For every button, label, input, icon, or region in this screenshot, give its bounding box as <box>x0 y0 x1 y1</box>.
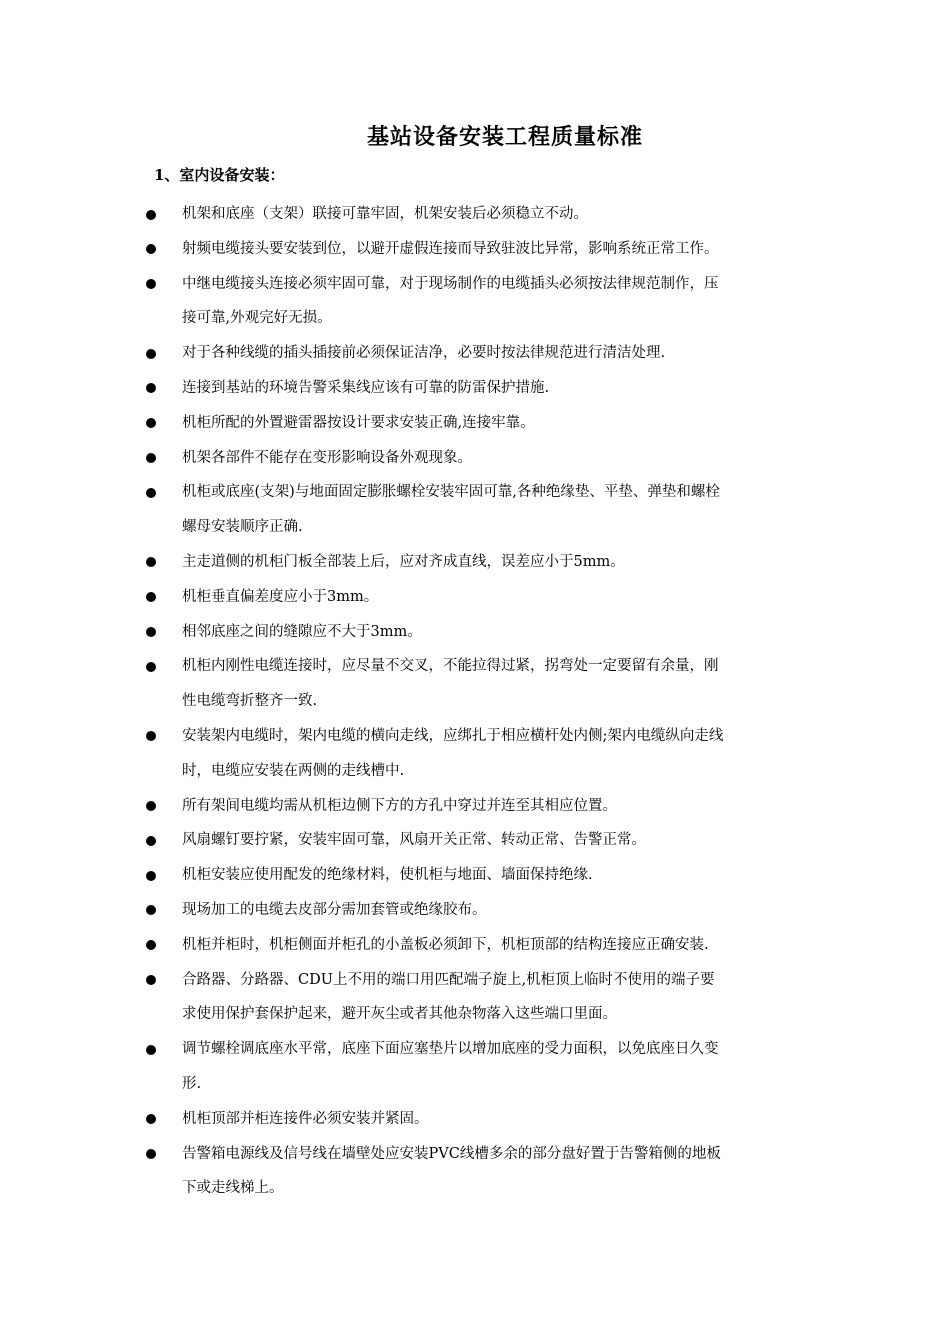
bullet-icon <box>146 244 156 254</box>
list-item-text: 性电缆弯折整齐一致. <box>182 693 318 710</box>
list-item-text: 机柜或底座(支架)与地面固定膨胀螺栓安装牢固可靠,各种绝缘垫、平垫、弹垫和螺栓 <box>182 484 720 501</box>
list-item-text: 对于各种线缆的插头插接前必须保证洁净，必要时按法律规范进行清洁处理. <box>182 345 666 362</box>
list-item <box>146 1137 810 1207</box>
list-item-text: 合路器、分路器、CDU上不用的端口用匹配端子旋上,机柜顶上临时不使用的端子要 <box>182 971 715 988</box>
list-item-text: 机架各部件不能存在变形影响设备外观现象。 <box>182 449 472 466</box>
list-item <box>146 1102 810 1137</box>
bullet-icon <box>146 349 156 359</box>
list-item-text: 机柜并柜时，机柜侧面并柜孔的小盖板必须卸下，机柜顶部的结构连接应正确安装. <box>182 936 709 953</box>
list-item <box>146 232 810 267</box>
bullet-icon <box>146 662 156 672</box>
requirements-list <box>146 197 810 1206</box>
list-item-text: 螺母安装顺序正确. <box>182 519 303 536</box>
bullet-icon <box>146 871 156 881</box>
list-item-text: 形. <box>182 1075 202 1092</box>
bullet-icon <box>146 627 156 637</box>
bullet-icon <box>146 453 156 463</box>
bullet-icon <box>146 279 156 289</box>
list-item <box>146 1032 810 1102</box>
list-item-text: 风扇螺钉要拧紧，安装牢固可靠，风扇开关正常、转动正常、告警正常。 <box>182 832 646 849</box>
list-item-text: 机柜内刚性电缆连接时，应尽量不交叉，不能拉得过紧，拐弯处一定要留有余量，刚 <box>182 658 719 675</box>
list-item <box>146 580 810 615</box>
list-item <box>146 615 810 650</box>
list-item <box>146 719 810 789</box>
list-item-text: 求使用保护套保护起来，避开灰尘或者其他杂物落入这些端口里面。 <box>182 1006 617 1023</box>
bullet-icon <box>146 801 156 811</box>
list-item <box>146 789 810 824</box>
list-item-text: 机柜垂直偏差度应小于3mm。 <box>182 588 379 605</box>
list-item <box>146 545 810 580</box>
bullet-icon <box>146 418 156 428</box>
list-item-text: 接可靠,外观完好无损。 <box>182 310 332 327</box>
list-item-text: 中继电缆接头连接必须牢固可靠，对于现场制作的电缆插头必须按法律规范制作，压 <box>182 275 719 292</box>
list-item-text: 现场加工的电缆去皮部分需加套管或绝缘胶布。 <box>182 901 487 918</box>
list-item <box>146 858 810 893</box>
list-item <box>146 441 810 476</box>
list-item-text: 时，电缆应安装在两侧的走线槽中. <box>182 762 405 779</box>
list-item <box>146 963 810 1033</box>
list-item-text: 机柜安装应使用配发的绝缘材料，使机柜与地面、墙面保持绝缘. <box>182 867 593 884</box>
document-title: 基站设备安装工程质量标准 <box>366 124 643 150</box>
list-item <box>146 267 810 337</box>
list-item <box>146 197 810 232</box>
bullet-icon <box>146 836 156 846</box>
bullet-icon <box>146 1045 156 1055</box>
list-item-text: 相邻底座之间的缝隙应不大于3mm。 <box>182 623 422 640</box>
list-item-text: 下或走线梯上。 <box>182 1180 284 1197</box>
bullet-icon <box>146 940 156 950</box>
section-heading: 1、室内设备安装： <box>154 166 285 184</box>
list-item <box>146 893 810 928</box>
list-item-text: 机柜顶部并柜连接件必须安装并紧固。 <box>182 1110 429 1127</box>
bullet-icon <box>146 592 156 602</box>
list-item-text: 安装架内电缆时，架内电缆的横向走线，应绑扎于相应横杆处内侧;架内电缆纵向走线 <box>182 727 724 744</box>
list-item-text: 连接到基站的环境告警采集线应该有可靠的防雷保护措施. <box>182 379 550 396</box>
bullet-icon <box>146 210 156 220</box>
bullet-icon <box>146 557 156 567</box>
list-item-text: 射频电缆接头要安装到位，以避开虚假连接而导致驻波比异常，影响系统正常工作。 <box>182 240 719 257</box>
list-item <box>146 406 810 441</box>
list-item <box>146 336 810 371</box>
bullet-icon <box>146 488 156 498</box>
bullet-icon <box>146 1114 156 1124</box>
list-item-text: 告警箱电源线及信号线在墙壁处应安装PVC线槽多余的部分盘好置于告警箱侧的地板 <box>182 1145 721 1162</box>
list-item-text: 机架和底座（支架）联接可靠牢固，机架安装后必须稳立不动。 <box>182 206 588 222</box>
list-item <box>146 371 810 406</box>
list-item-text: 机柜所配的外置避雷器按设计要求安装正确,连接牢靠。 <box>182 414 535 431</box>
list-item <box>146 649 810 719</box>
bullet-icon <box>146 905 156 915</box>
list-item <box>146 475 810 545</box>
bullet-icon <box>146 383 156 393</box>
bullet-icon <box>146 1149 156 1159</box>
list-item-text: 调节螺栓调底座水平常，底座下面应塞垫片以增加底座的受力面积，以免底座日久变 <box>182 1041 719 1058</box>
list-item-text: 所有架间电缆均需从机柜边侧下方的方孔中穿过并连至其相应位置。 <box>182 797 617 814</box>
bullet-icon <box>146 731 156 741</box>
list-item-text: 主走道侧的机柜门板全部装上后，应对齐成直线，误差应小于5mm。 <box>182 553 625 570</box>
list-item <box>146 928 810 963</box>
list-item <box>146 823 810 858</box>
bullet-icon <box>146 975 156 985</box>
